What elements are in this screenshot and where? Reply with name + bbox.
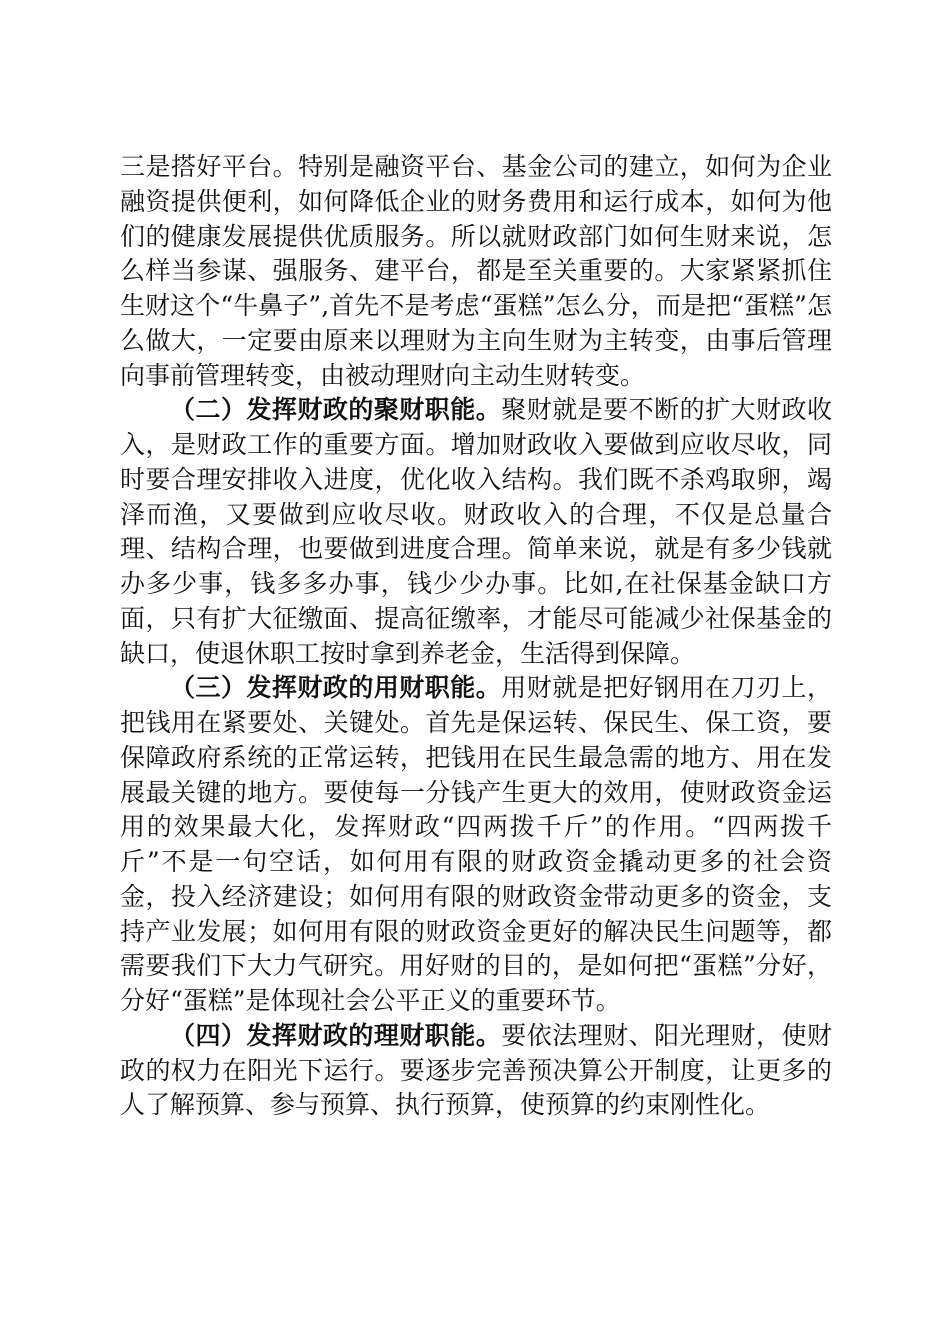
paragraph-use-funds [120,671,832,1019]
paragraph-body: 聚财就是要不断的扩大财政收入，是财政工作的重要方面。增加财政收入要做到应收尽收，同时要合理安排收入进度，优化收入结构。我们既不杀鸡取卵，竭泽而渔，又要做到应收尽收。财政收入的合理，不仅是总量合理、结构合理，也要做到进度合理。简单来说，就是有多少钱就办多少事，钱多多办事，钱少少办事。比如,在社保基金缺口方面，只有扩大征缴面、提高征缴率，才能尽可能减少社保基金的缺口，使退休职工按时拿到养老金，生活得到保障。 [120,395,832,668]
paragraph-build-platform [120,150,832,393]
paragraph-body: 要依法理财、阳光理财，使财政的权力在阳光下运行。要逐步完善预决算公开制度，让更多的人了解预算、参与预算、执行预算，使预算的约束刚性化。 [120,1020,832,1120]
paragraph-body: 三是搭好平台。特别是融资平台、基金公司的建立，如何为企业融资提供便利，如何降低企业的财务费用和运行成本，如何为他们的健康发展提供优质服务。所以就财政部门如何生财来说，怎么样当参谋、强服务、建平台，都是至关重要的。大家紧紧抓住生财这个“牛鼻子”,首先不是考虑“蛋糕”怎么分，而是把“蛋糕”怎么做大，一定要由原来以理财为主向生财为主转变，由事后管理向事前管理转变，由被动理财向主动生财转变。 [120,152,832,390]
paragraph-gather-revenue [120,393,832,671]
section-heading: （二）发挥财政的聚财职能。 [170,395,502,425]
section-heading: （三）发挥财政的用财职能。 [170,673,502,703]
section-heading: （四）发挥财政的理财职能。 [170,1020,502,1050]
paragraph-body: 用财就是把好钢用在刀刃上，把钱用在紧要处、关键处。首先是保运转、保民生、保工资，要保障政府系统的正常运转，把钱用在民生最急需的地方、用在发展最关键的地方。要使每一分钱产生更大的效用，使财政资金运用的效果最大化，发挥财政“四两拨千斤”的作用。“四两拨千斤”不是一句空话，如何用有限的财政资金撬动更多的社会资金，投入经济建设；如何用有限的财政资金带动更多的资金，支持产业发展；如何用有限的财政资金更好的解决民生问题等，都需要我们下大力气研究。用好财的目的，是如何把“蛋糕”分好，分好“蛋糕”是体现社会公平正义的重要环节。 [120,673,832,1015]
document-body [120,150,832,1123]
paragraph-manage-finance [120,1019,832,1123]
